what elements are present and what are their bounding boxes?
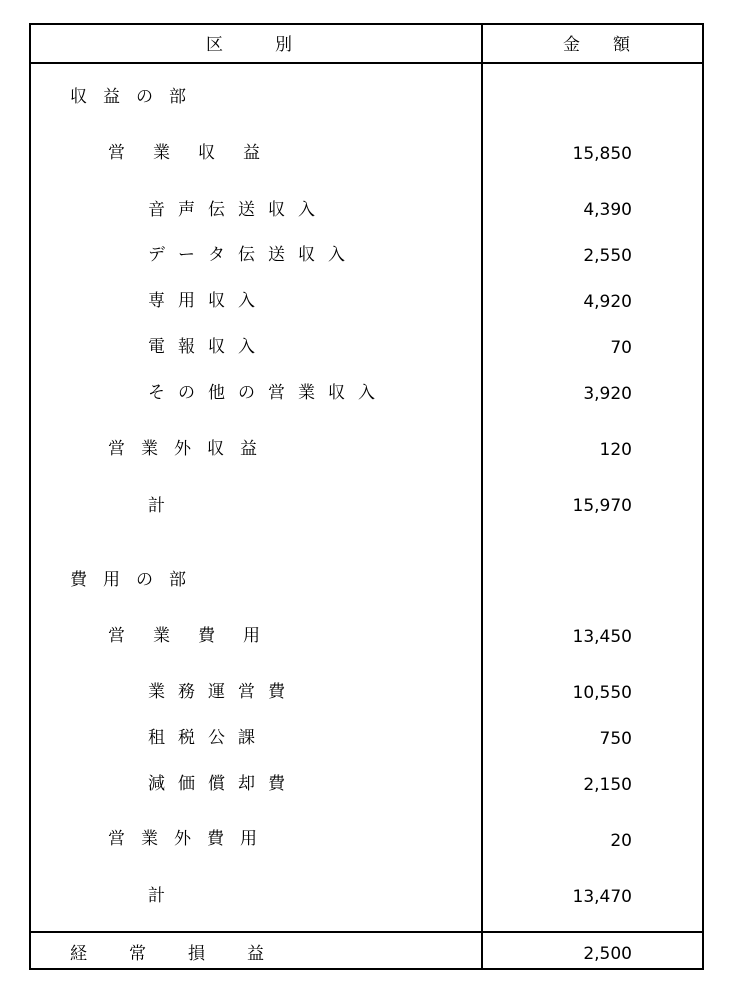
- revenue-total-label: 計: [148, 496, 165, 516]
- header-amount: 金 額: [563, 35, 638, 55]
- revenue-item-value: 70: [610, 338, 632, 358]
- operating-expense-value: 13,450: [572, 627, 632, 647]
- column-divider: [481, 23, 483, 970]
- expense-item-label: 租税公課: [148, 728, 268, 748]
- ordinary-profit-value: 2,500: [583, 944, 632, 964]
- header-category: 区 別: [206, 35, 298, 55]
- ordinary-profit-label: 経常損益: [70, 944, 306, 964]
- revenue-item-label: 音声伝送収入: [148, 200, 328, 220]
- operating-revenue-value: 15,850: [572, 144, 632, 164]
- header-divider: [29, 62, 704, 64]
- expense-section-title: 費用の部: [70, 570, 202, 590]
- revenue-item-value: 4,390: [583, 200, 632, 220]
- revenue-item-label: データ伝送収入: [148, 245, 358, 265]
- revenue-section-title: 収益の部: [70, 87, 202, 107]
- non-operating-expense-label: 営業外費用: [108, 829, 273, 849]
- expense-total-value: 13,470: [572, 887, 632, 907]
- revenue-item-label: 専用収入: [148, 291, 268, 311]
- total-divider: [29, 931, 704, 933]
- non-operating-revenue-value: 120: [599, 440, 632, 460]
- revenue-item-value: 3,920: [583, 384, 632, 404]
- operating-expense-label: 営業費用: [108, 626, 288, 646]
- non-operating-expense-value: 20: [610, 831, 632, 851]
- expense-item-value: 2,150: [583, 775, 632, 795]
- revenue-item-value: 4,920: [583, 292, 632, 312]
- expense-item-label: 業務運営費: [148, 682, 298, 702]
- non-operating-revenue-label: 営業外収益: [108, 439, 273, 459]
- expense-item-label: 減価償却費: [148, 774, 298, 794]
- operating-revenue-label: 営業収益: [108, 143, 288, 163]
- expense-item-value: 10,550: [572, 683, 632, 703]
- revenue-item-value: 2,550: [583, 246, 632, 266]
- revenue-item-label: 電報収入: [148, 337, 268, 357]
- expense-item-value: 750: [599, 729, 632, 749]
- revenue-total-value: 15,970: [572, 496, 632, 516]
- expense-total-label: 計: [148, 886, 165, 906]
- revenue-item-label: その他の営業収入: [148, 383, 388, 403]
